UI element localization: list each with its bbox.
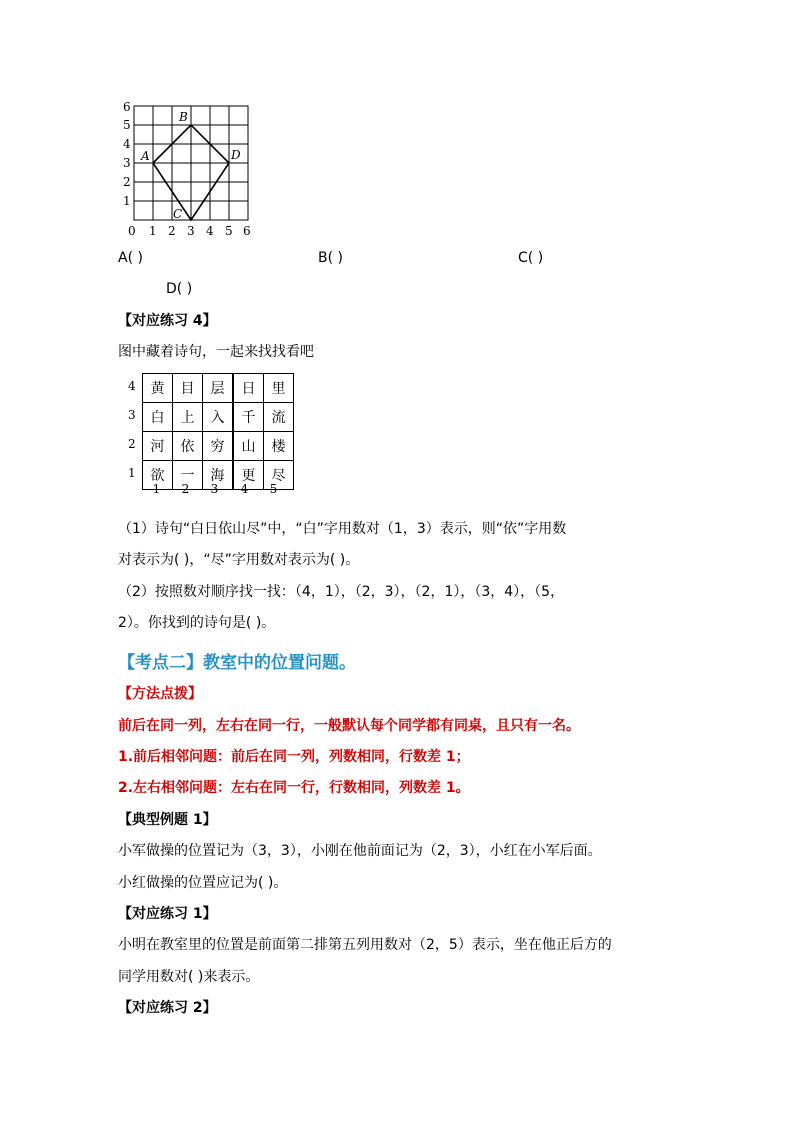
poem-row-label-2: 2 <box>128 437 136 451</box>
x-tick-3: 3 <box>187 224 195 238</box>
poem-cell: 欲 <box>143 461 173 490</box>
poem-row <box>143 374 294 403</box>
poem-cell: 尽 <box>264 461 294 490</box>
poem-cell: 上 <box>173 403 203 432</box>
method-line: 前后在同一列，左右在同一行，一般默认每个同学都有同桌，且只有一名。 <box>118 718 580 734</box>
practice4-q2-line1: （2）按照数对顺序找一找：（4，1），（2，3），（2，1），（3，4），（5， <box>118 584 565 600</box>
practice4-q1-line1: （1）诗句“白日依山尽”中，“白”字用数对（1，3）表示，则“依”字用数 <box>118 521 567 537</box>
point-c-label: C <box>173 207 183 221</box>
point-a-label: A <box>141 149 150 163</box>
poem-col-label-2: 2 <box>181 482 190 496</box>
poem-cell: 黄 <box>143 374 173 403</box>
poem-cell: 河 <box>143 432 173 461</box>
y-tick-1: 1 <box>123 194 131 208</box>
y-tick-5: 5 <box>123 118 131 132</box>
y-tick-2: 2 <box>123 175 131 189</box>
x-tick-4: 4 <box>206 224 214 238</box>
practice1-line1: 小明在教室里的位置是前面第二排第五列用数对（2，5）表示，坐在他正后方的 <box>118 937 612 953</box>
poem-cell: 楼 <box>264 432 294 461</box>
answer-blank-c: C( ) <box>518 250 544 266</box>
poem-cell: 日 <box>233 374 264 403</box>
rule-2: 2.左右相邻问题：左右在同一行，行数相同，列数差 1。 <box>118 780 470 796</box>
y-tick-6: 6 <box>123 100 131 114</box>
coordinate-grid-figure <box>120 98 260 238</box>
practice4-intro: 图中藏着诗句，一起来找找看吧 <box>118 344 314 360</box>
y-tick-3: 3 <box>123 156 131 170</box>
poem-row-label-4: 4 <box>128 379 136 393</box>
rule-1: 1.前后相邻问题：前后在同一列，列数相同，行数差 1； <box>118 749 470 765</box>
practice4-q2-line2: 2）。你找到的诗句是( )。 <box>118 615 276 631</box>
poem-cell: 一 <box>173 461 203 490</box>
example1-line2: 小红做操的位置应记为( )。 <box>118 875 288 891</box>
section2-title: 【考点二】教室中的位置问题。 <box>118 653 356 673</box>
example1-heading: 【典型例题 1】 <box>118 812 217 828</box>
grid-lines <box>134 106 248 220</box>
practice4-heading: 【对应练习 4】 <box>118 313 217 329</box>
practice1-heading: 【对应练习 1】 <box>118 906 217 922</box>
poem-grid-table <box>142 373 294 490</box>
poem-row <box>143 432 294 461</box>
poem-cell: 入 <box>203 403 234 432</box>
y-tick-4: 4 <box>123 137 131 151</box>
answer-blank-a: A( ) <box>118 250 143 266</box>
poem-cell: 千 <box>233 403 264 432</box>
poem-row-label-1: 1 <box>128 466 136 480</box>
poem-cell: 依 <box>173 432 203 461</box>
point-b-label: B <box>179 110 188 124</box>
poem-row-label-3: 3 <box>128 408 136 422</box>
poem-col-label-1: 1 <box>152 482 161 496</box>
poem-cell: 目 <box>173 374 203 403</box>
x-tick-5: 5 <box>225 224 233 238</box>
answer-blank-d: D( ) <box>166 281 193 297</box>
poem-row <box>143 403 294 432</box>
poem-cell: 流 <box>264 403 294 432</box>
method-heading: 【方法点拨】 <box>118 686 202 702</box>
poem-cell: 穷 <box>203 432 234 461</box>
poem-col-label-5: 5 <box>269 482 278 496</box>
answer-blank-b: B( ) <box>318 250 343 266</box>
practice2-heading: 【对应练习 2】 <box>118 1000 217 1016</box>
poem-cell: 层 <box>203 374 234 403</box>
practice1-line2: 同学用数对( )来表示。 <box>118 969 260 985</box>
poem-cell: 白 <box>143 403 173 432</box>
poem-col-label-4: 4 <box>240 482 249 496</box>
example1-line1: 小军做操的位置记为（3，3），小刚在他前面记为（2，3），小红在小军后面。 <box>118 843 602 859</box>
x-tick-2: 2 <box>168 224 176 238</box>
point-d-label: D <box>231 148 241 162</box>
poem-cell: 里 <box>264 374 294 403</box>
x-tick-6: 6 <box>243 224 251 238</box>
x-tick-1: 1 <box>149 224 157 238</box>
poem-cell: 海 <box>203 461 234 490</box>
practice4-q1-line2: 对表示为( )，“尽”字用数对表示为( )。 <box>118 552 360 568</box>
poem-cell: 更 <box>233 461 264 490</box>
poem-cell: 山 <box>233 432 264 461</box>
x-tick-0: 0 <box>128 224 136 238</box>
poem-col-label-3: 3 <box>210 482 219 496</box>
